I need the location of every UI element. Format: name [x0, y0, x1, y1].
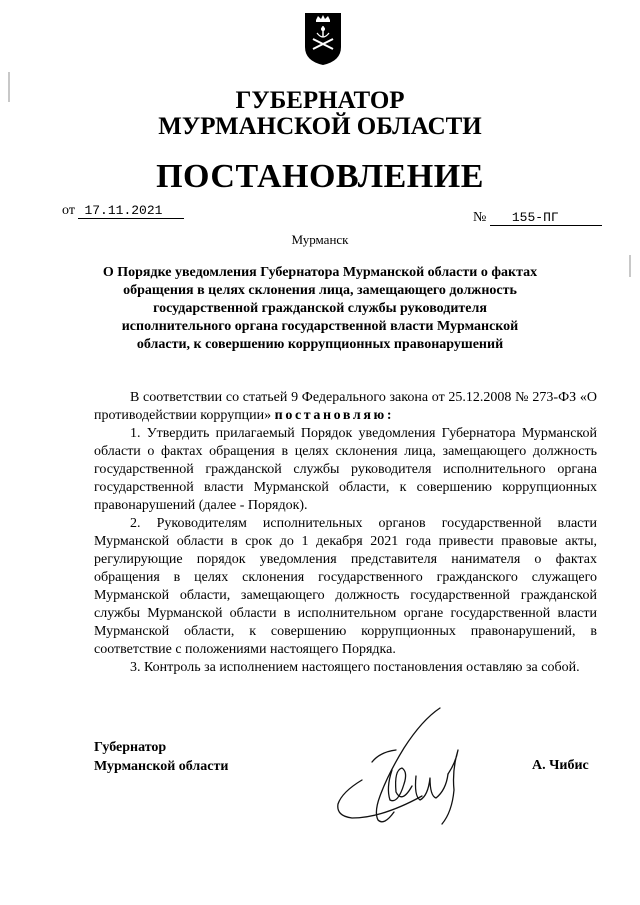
- issuer-title-line2: МУРМАНСКОЙ ОБЛАСТИ: [158, 113, 482, 140]
- number-row: [473, 210, 602, 226]
- item-1: 1. Утвердить прилагаемый Порядок уведомления Губернатора Мурманской области о фактах обращения в целях склонения лица, замещающего должность государственной гражданской службы руководителя исполнительного органа государственной власти Мурманской области, к совершению коррупционных правонарушений (далее - Порядок).: [94, 426, 597, 513]
- scan-artifact: [629, 255, 631, 277]
- signatory-name: А. Чибис: [532, 758, 589, 773]
- document-type: ПОСТАНОВЛЕНИЕ: [156, 158, 484, 195]
- city: Мурманск: [291, 232, 349, 247]
- intro-text: В соответствии со статьей 9 Федерального закона от 25.12.2008 № 273-ФЗ «О противодействии коррупции»: [94, 390, 597, 423]
- handwritten-signature: [322, 700, 472, 840]
- document-subject: О Порядке уведомления Губернатора Мурманской области о фактах обращения в целях склонения лица, замещающего должность государственной гражданской службы руководителя исполнительного органа государственной власти Мурманской области, к совершению коррупционных правонарушений: [102, 265, 538, 352]
- issuer-title-line1: ГУБЕРНАТОР: [235, 87, 405, 114]
- signatory-position-line2: Мурманской области: [94, 759, 229, 774]
- signatory-position: [94, 738, 228, 776]
- date-value: 17.11.2021: [78, 203, 184, 219]
- intro-paragraph: [94, 389, 597, 425]
- decree-word: постановляю:: [274, 408, 395, 423]
- date-prefix: от: [62, 203, 75, 218]
- document-body: [94, 389, 597, 677]
- item-2: 2. Руководителям исполнительных органов государственной власти Мурманской области в срок до 1 декабря 2021 года привести правовые акты, регулирующие порядок уведомления представителя нанимателя о фактах обращения в целях склонения государственного гражданского служащего Мурманской области, замещающего должность государственной гражданской службы Мурманской области в исполнительном органе государственной власти Мурманской области, к совершению коррупционных правонарушений, в соответствие с положениями настоящего Порядка.: [94, 516, 597, 657]
- number-prefix: №: [473, 210, 487, 225]
- item-3: 3. Контроль за исполнением настоящего постановления оставляю за собой.: [130, 660, 580, 675]
- coat-of-arms-icon: [303, 11, 343, 66]
- date-row: [62, 203, 184, 219]
- signatory-position-line1: Губернатор: [94, 740, 167, 755]
- number-value: 155-ПГ: [490, 210, 602, 226]
